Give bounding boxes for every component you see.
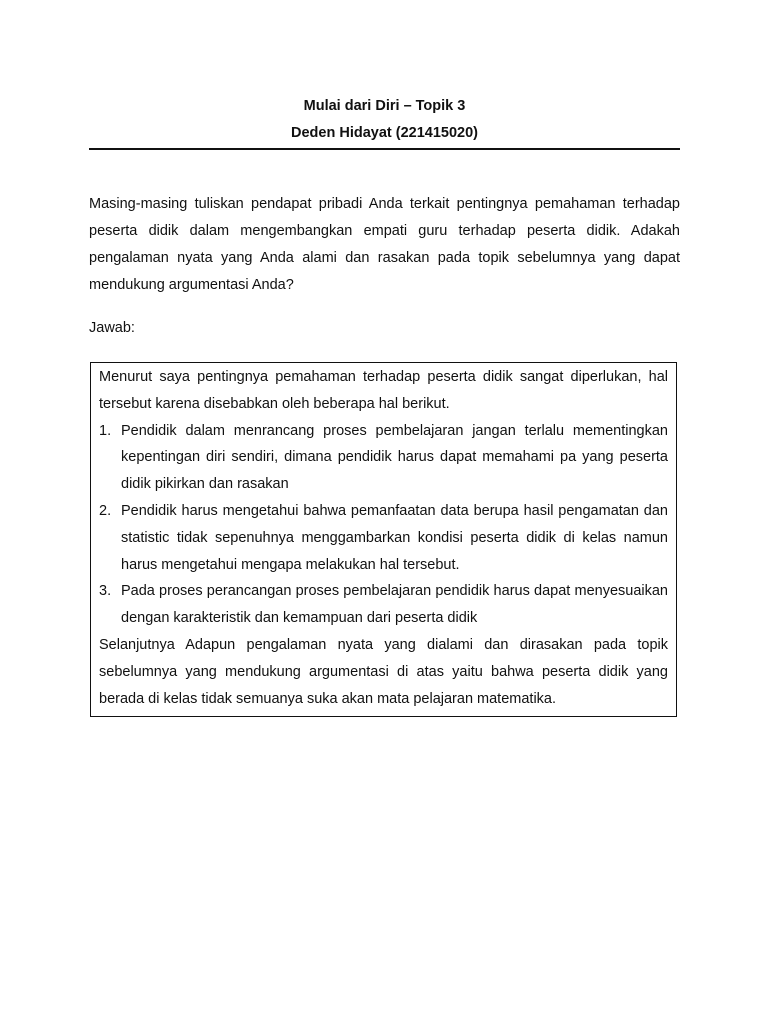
answer-intro: Menurut saya pentingnya pemahaman terhadap peserta didik sangat diperlukan, hal tersebut karena disebabkan oleh beberapa hal berikut. (99, 369, 668, 412)
question-prompt: Masing-masing tuliskan pendapat pribadi Anda terkait pentingnya pemahaman terhadap peserta didik dalam mengembangkan empati guru terhadap peserta didik. Adakah pengalaman nyata yang Anda alami dan rasakan pada topik sebelumnya yang dapat mendukung argumentasi Anda? (89, 196, 680, 293)
author-line: Deden Hidayat (221415020) (291, 125, 478, 141)
answer-label: Jawab: (89, 320, 135, 336)
header-divider (89, 148, 680, 150)
answer-point (99, 578, 668, 632)
point-text: Pendidik dalam menrancang proses pembelajaran jangan terlalu mementingkan kepentingan diri sendiri, dimana pendidik harus dapat memahami pa yang peserta didik pikirkan dan rasakan (121, 422, 668, 493)
document-title: Mulai dari Diri – Topik 3 (303, 98, 466, 114)
point-number: 2. (99, 502, 112, 519)
point-number: 1. (99, 422, 112, 439)
point-text: Pada proses perancangan proses pembelajaran pendidik harus dapat menyesuaikan dengan karakteristik dan kemampuan dari peserta didik (121, 583, 668, 627)
point-text: Pendidik harus mengetahui bahwa pemanfaatan data berupa hasil pengamatan dan statistic tidak sepenuhnya menggambarkan kondisi peserta didik di kelas namun harus mengetahui mengapa melakukan hal tersebut. (121, 502, 668, 573)
document-header (89, 93, 680, 147)
answer-point (99, 418, 668, 498)
answer-points-list (99, 418, 668, 632)
point-number: 3. (99, 583, 112, 600)
answer-closing: Selanjutnya Adapun pengalaman nyata yang dialami dan dirasakan pada topik sebelumnya yang mendukung argumentasi di atas yaitu bahwa peserta didik yang berada di kelas tidak semuanya suka akan mata pelajaran matematika. (99, 636, 668, 707)
answer-point (99, 498, 668, 578)
answer-box (90, 362, 677, 717)
